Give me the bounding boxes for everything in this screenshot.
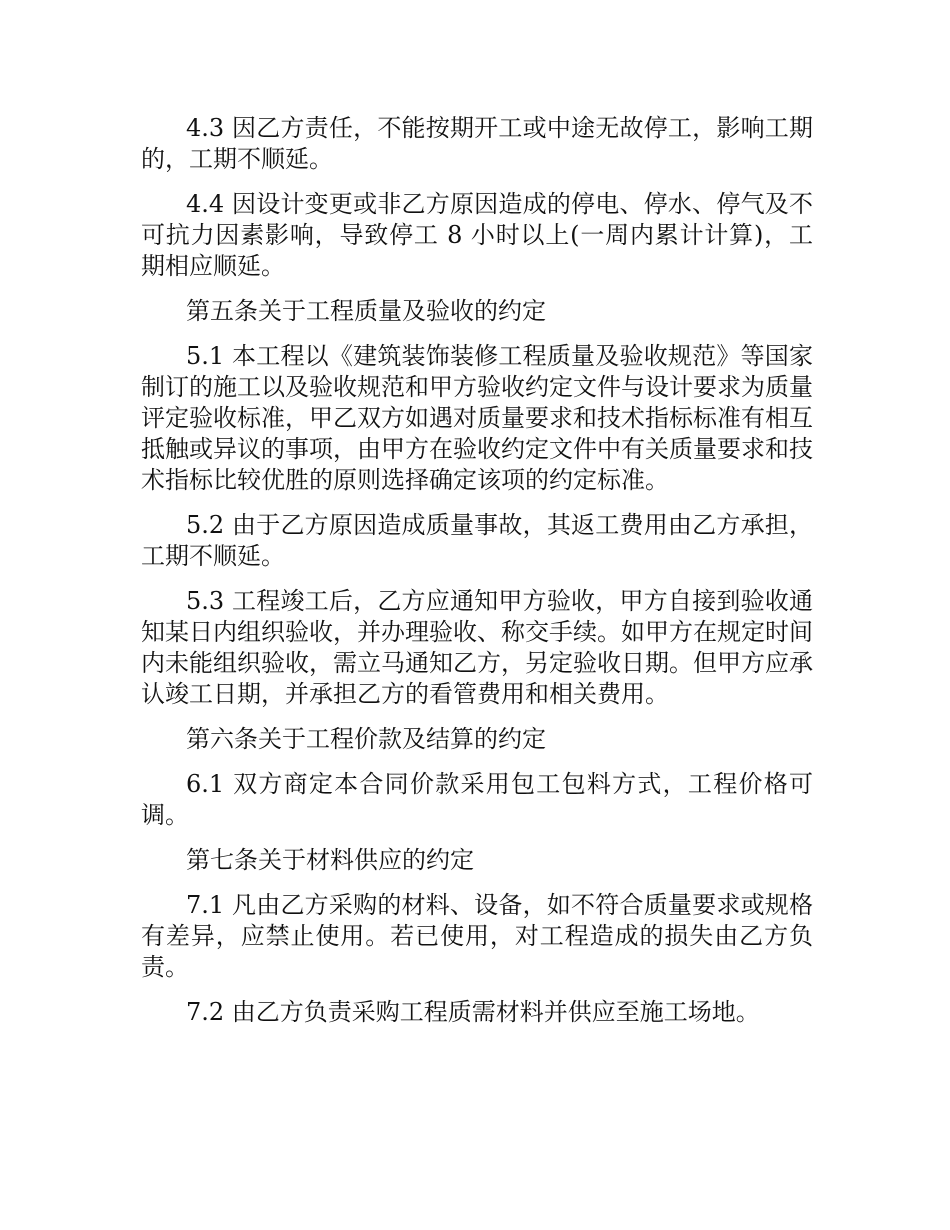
paragraph-4-3: 4.3 因乙方责任，不能按期开工或中途无故停工，影响工期的，工期不顺延。 [141, 114, 813, 173]
section-heading-article-7: 第七条关于材料供应的约定 [186, 846, 474, 874]
paragraph-7-1: 7.1 凡由乙方采购的材料、设备，如不符合质量要求或规格有差异，应禁止使用。若已使用，对工程造成的损失由乙方负责。 [141, 891, 813, 981]
paragraph-5-3: 5.3 工程竣工后，乙方应通知甲方验收，甲方自接到验收通知某日内组织验收，并办理验收、称交手续。如甲方在规定时间内未能组织验收，需立马通知乙方，另定验收日期。但甲方应承认竣工日期，并承担乙方的看管费用和相关费用。 [141, 587, 813, 708]
paragraph-5-2: 5.2 由于乙方原因造成质量事故，其返工费用由乙方承担，工期不顺延。 [141, 511, 813, 570]
paragraph-5-1: 5.1 本工程以《建筑装饰装修工程质量及验收规范》等国家制订的施工以及验收规范和甲方验收约定文件与设计要求为质量评定验收标准，甲乙双方如遇对质量要求和技术指标标准有相互抵触或异议的事项，由甲方在验收约定文件中有关质量要求和技术指标比较优胜的原则选择确定该项的约定标准。 [141, 342, 813, 494]
paragraph-4-4: 4.4 因设计变更或非乙方原因造成的停电、停水、停气及不可抗力因素影响，导致停工 8 小时以上(一周内累计计算)，工期相应顺延。 [141, 190, 813, 280]
document-body [141, 113, 813, 1042]
paragraph-7-2: 7.2 由乙方负责采购工程质需材料并供应至施工场地。 [186, 998, 760, 1026]
section-heading-article-6: 第六条关于工程价款及结算的约定 [186, 725, 546, 753]
paragraph-6-1: 6.1 双方商定本合同价款采用包工包料方式，工程价格可调。 [141, 770, 813, 829]
section-heading-article-5: 第五条关于工程质量及验收的约定 [186, 297, 546, 325]
